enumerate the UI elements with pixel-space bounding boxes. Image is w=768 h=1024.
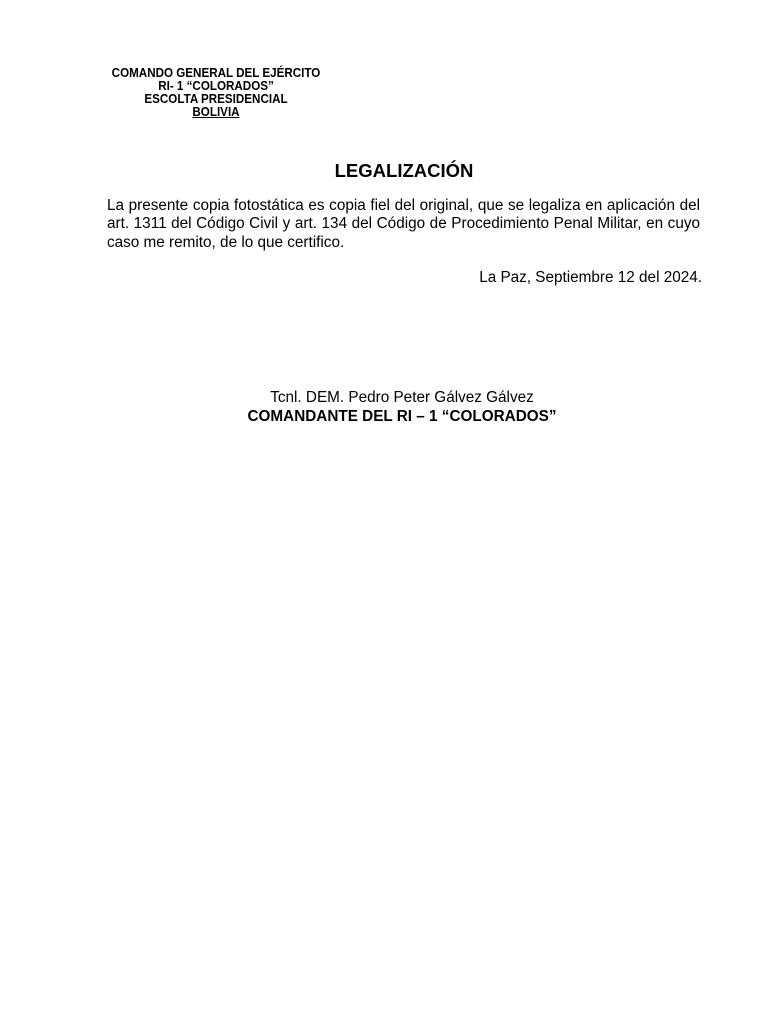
document-title: LEGALIZACIÓN xyxy=(334,160,474,181)
letterhead-line-regiment: RI- 1 “COLORADOS” xyxy=(158,79,274,93)
letterhead-line-country: BOLIVIA xyxy=(192,105,240,119)
signature-block xyxy=(107,389,697,426)
document-date: La Paz, Septiembre 12 del 2024. xyxy=(479,269,702,286)
letterhead xyxy=(104,67,327,119)
signatory-name: Tcnl. DEM. Pedro Peter Gálvez Gálvez xyxy=(270,389,534,406)
letterhead-line-escort: ESCOLTA PRESIDENCIAL xyxy=(144,92,288,106)
signatory-rank: COMANDANTE DEL RI – 1 “COLORADOS” xyxy=(247,407,557,425)
letterhead-line-command: COMANDO GENERAL DEL EJÉRCITO xyxy=(111,66,321,80)
document-body: La presente copia fotostática es copia fiel del original, que se legaliza en aplicación del art. 1311 del Código Civil y art. 134 del Código de Procedimiento Penal Militar, en cuyo caso me remito, de lo que certifico. xyxy=(107,197,700,251)
letterhead-line-country-wrap xyxy=(104,106,327,119)
